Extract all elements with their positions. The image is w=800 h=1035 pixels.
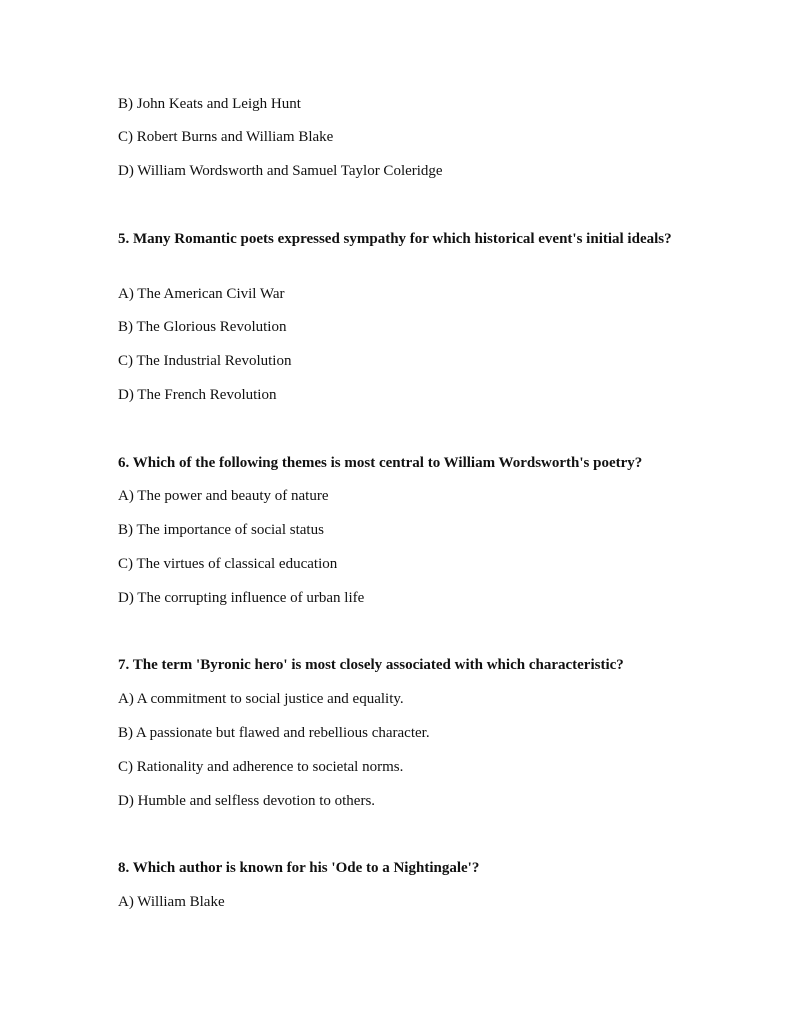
answer-option: A) A commitment to social justice and equality. (118, 691, 404, 707)
question-5-text: 5. Many Romantic poets expressed sympathy for which historical event's initial ideals? (118, 231, 672, 247)
answer-option: A) William Blake (118, 894, 225, 910)
answer-option: B) The Glorious Revolution (118, 319, 287, 335)
answer-option: D) Humble and selfless devotion to others. (118, 793, 376, 809)
answer-option: A) The power and beauty of nature (118, 488, 329, 504)
answer-option: B) John Keats and Leigh Hunt (118, 96, 301, 112)
answer-option: D) The French Revolution (118, 387, 277, 403)
answer-option: B) The importance of social status (118, 522, 324, 538)
answer-option: D) The corrupting influence of urban life (118, 590, 365, 606)
answer-option: C) Rationality and adherence to societal norms. (118, 759, 404, 775)
answer-option: B) A passionate but flawed and rebellious character. (118, 725, 430, 741)
answer-option: D) William Wordsworth and Samuel Taylor Coleridge (118, 163, 443, 179)
question-8-text: 8. Which author is known for his 'Ode to a Nightingale'? (118, 860, 480, 876)
question-6-text: 6. Which of the following themes is most central to William Wordsworth's poetry? (118, 455, 643, 471)
answer-option: A) The American Civil War (118, 286, 285, 302)
answer-option: C) The virtues of classical education (118, 556, 338, 572)
answer-option: C) The Industrial Revolution (118, 353, 292, 369)
answer-option: C) Robert Burns and William Blake (118, 129, 334, 145)
question-7-text: 7. The term 'Byronic hero' is most closely associated with which characteristic? (118, 657, 624, 673)
